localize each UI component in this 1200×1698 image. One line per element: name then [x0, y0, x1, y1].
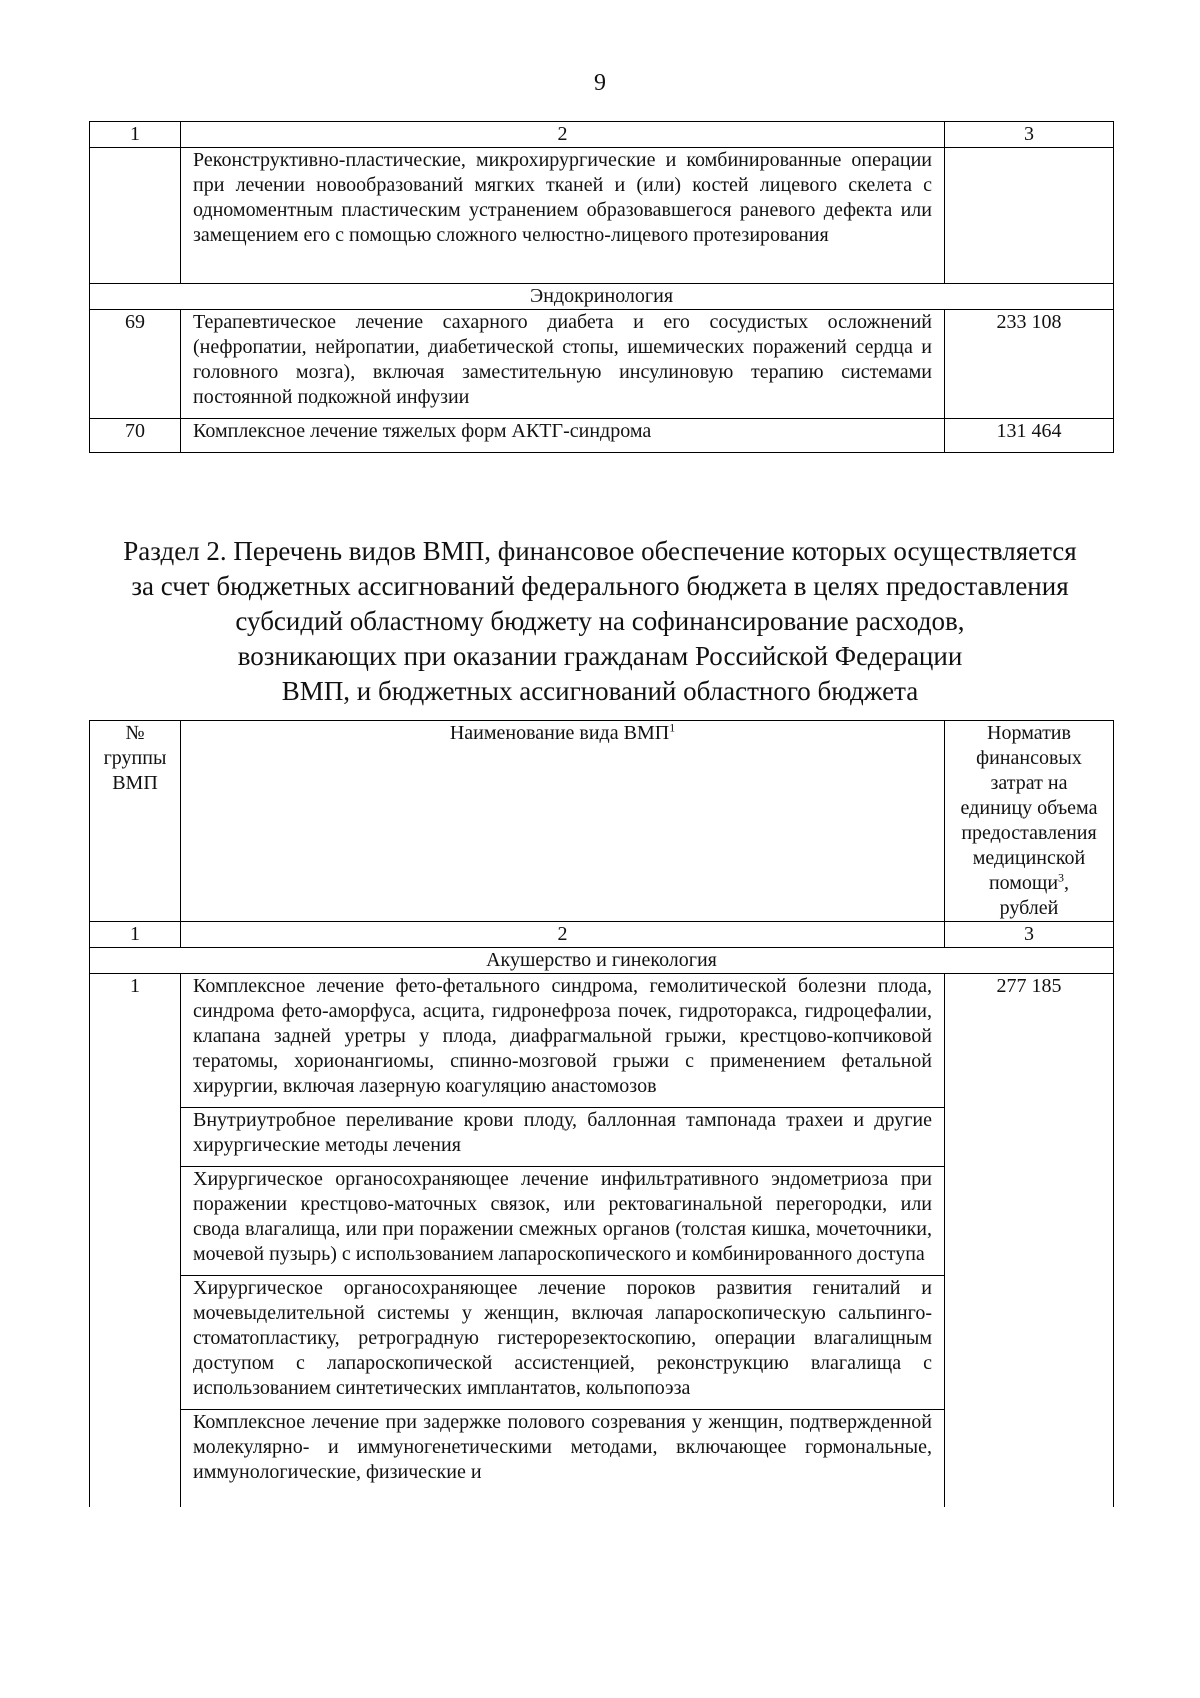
column-number-row — [90, 122, 1114, 148]
section-title-line: ВМП, и бюджетных ассигнований областного бюджета — [281, 676, 919, 706]
continuation-table — [89, 121, 1114, 453]
header-text: , — [1064, 872, 1070, 894]
vmp-item: Комплексное лечение при задержке полового созревания у женщин, подтвержденной молекулярно- и иммуногенетическими методами, включающее гормональные, иммунологические, физические и — [193, 1411, 932, 1483]
row-number-cell — [90, 148, 181, 284]
header-line: ВМП — [112, 772, 158, 794]
procedure-name: Терапевтическое лечение сахарного диабета и его сосудистых осложнений (нефропатии, нейропатии, диабетической стопы, ишемических поражений сердца и головного мозга), включая заместительную инсулиновую терапию системами постоянной подкожной инфузии — [181, 310, 945, 419]
table-row — [90, 419, 1114, 453]
row-number: 69 — [90, 310, 181, 419]
vmp-item: Хирургическое органосохраняющее лечение инфильтративного эндометриоза при поражении крестцово-маточных связок, или ректовагинальной перегородки, или свода влагалища, или при поражении смежных органов (толстая кишка, мочеточники, мочевой пузырь) с использованием лапароскопического и комбинированного доступа — [181, 1167, 945, 1276]
header-line: группы — [103, 747, 167, 769]
section-title-line: Раздел 2. Перечень видов ВМП, финансовое обеспечение которых осуществляется — [123, 536, 1077, 566]
cost-norm-header — [945, 721, 1114, 922]
section-row — [90, 284, 1114, 310]
column-number: 3 — [945, 922, 1114, 948]
header-line: Норматив — [987, 722, 1071, 744]
column-number: 1 — [90, 922, 181, 948]
footnote-ref: 3 — [1058, 870, 1065, 885]
page-number: 9 — [594, 70, 606, 96]
table-row — [90, 310, 1114, 419]
cost-value: 233 108 — [945, 310, 1114, 419]
header-text: помощи — [988, 872, 1059, 894]
header-line: предоставления — [961, 822, 1097, 844]
section-title-line: возникающих при оказании гражданам Российской Федерации — [237, 641, 963, 671]
group-number: 1 — [90, 974, 181, 1508]
vmp-item: Комплексное лечение фето-фетального синдрома, гемолитической болезни плода, синдрома фето-аморфуса, асцита, гидронефроза почек, гидроторакса, гидроцефалии, клапана задней уретры у плода, диафрагмальной грыжи, крестцово-копчиковой тератомы, хорионангиомы, спинно-мозговой грыжи с применением фетальной хирургии, включая лазерную коагуляцию анастомозов — [181, 974, 945, 1108]
header-line: № — [125, 722, 145, 744]
table-row — [90, 148, 1114, 284]
column-number: 1 — [90, 122, 181, 148]
group-number-header — [90, 721, 181, 922]
vmp-item: Внутриутробное переливание крови плоду, баллонная тампонада трахеи и другие хирургические методы лечения — [181, 1108, 945, 1167]
column-number: 2 — [181, 922, 945, 948]
header-line: финансовых — [976, 747, 1082, 769]
vmp-table — [89, 720, 1114, 1507]
header-line: затрат на — [990, 772, 1068, 794]
column-number-row — [90, 922, 1114, 948]
section-title-line: за счет бюджетных ассигнований федерального бюджета в целях предоставления — [131, 571, 1069, 601]
column-number: 3 — [945, 122, 1114, 148]
cost-cell — [945, 148, 1114, 284]
footnote-ref: 1 — [669, 720, 676, 735]
header-line: рублей — [999, 897, 1059, 919]
procedure-name: Реконструктивно-пластические, микрохирургические и комбинированные операции при лечении новообразований мягких тканей и (или) костей лицевого скелета с одномоментным пластическим устранением образовавшегося раневого дефекта или замещением его с помощью сложного челюстно-лицевого протезирования — [181, 148, 945, 284]
procedure-name: Комплексное лечение тяжелых форм АКТГ-синдрома — [181, 419, 945, 453]
vmp-item-cell — [181, 1410, 945, 1508]
cost-value: 131 464 — [945, 419, 1114, 453]
header-line: медицинской — [972, 847, 1086, 869]
vmp-name-header — [181, 721, 945, 922]
section-label: Эндокринология — [90, 284, 1114, 310]
row-number: 70 — [90, 419, 181, 453]
column-number: 2 — [181, 122, 945, 148]
table-row — [90, 974, 1114, 1108]
cost-value: 277 185 — [945, 974, 1114, 1508]
section-label: Акушерство и гинекология — [90, 948, 1114, 974]
header-text: Наименование вида ВМП — [449, 722, 670, 744]
header-row — [90, 721, 1114, 922]
section-title-line: субсидий областному бюджету на софинансирование расходов, — [235, 606, 965, 636]
header-line: единицу объема — [960, 797, 1098, 819]
vmp-item: Хирургическое органосохраняющее лечение пороков развития гениталий и мочевыделительной системы у женщин, включая лапароскопическую сальпинго-стоматопластику, ретроградную гистерорезектоскопию, операции влагалищным доступом с лапароскопической ассистенцией, реконструкцию влагалища с использованием синтетических имплантатов, кольпопоэза — [181, 1276, 945, 1410]
section-row — [90, 948, 1114, 974]
header-line — [947, 871, 1111, 896]
section-title — [0, 534, 1200, 709]
